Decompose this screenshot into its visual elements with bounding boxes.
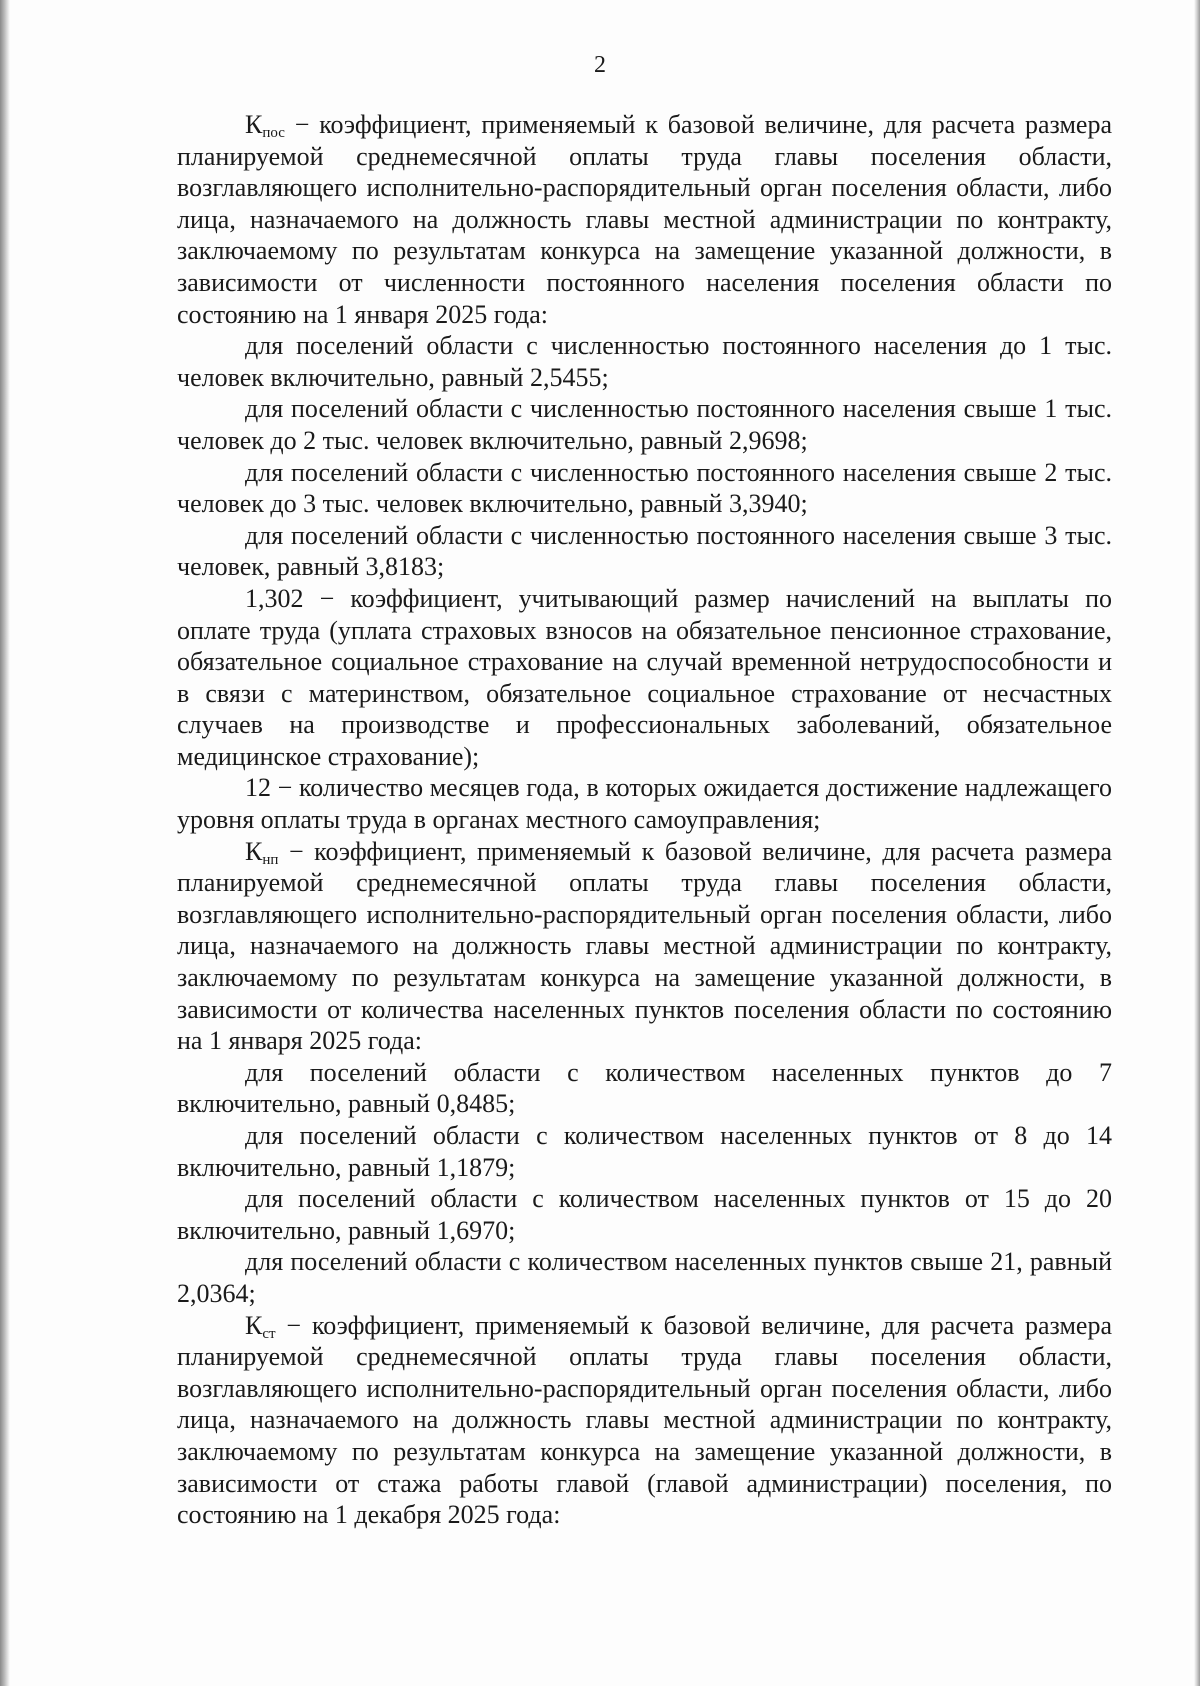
paragraph-text: − коэффициент, применяемый к базовой величине, для расчета размера планируемой среднемесячной оплаты труда главы поселения области, возглавляющего исполнительно-распорядительный орган поселения области, либо лица, назначаемого на должность главы местной администрации по контракту, заключаемому по результатам конкурса на замещение указанной должности, в зависимости от численности постоянного населения поселения области по состоянию на 1 января 2025 года:	[177, 110, 1112, 329]
page-number: 2	[594, 52, 606, 78]
paragraph-population-1: для поселений области с численностью постоянного населения до 1 тыс. человек включительно, равный 2,5455;	[177, 331, 1112, 392]
paragraph-settlements-3: для поселений области с количеством населенных пунктов от 15 до 20 включительно, равный 1,6970;	[177, 1184, 1112, 1245]
paragraph-k-np	[177, 836, 1112, 1057]
coefficient-subscript: пос	[262, 125, 285, 141]
paragraph-k-pos	[177, 109, 1112, 330]
paragraph-months: 12 − количество месяцев года, в которых ожидается достижение надлежащего уровня оплаты труда в органах местного самоуправления;	[177, 773, 1112, 835]
paragraph-settlements-2: для поселений области с количеством населенных пунктов от 8 до 14 включительно, равный 1,1879;	[177, 1121, 1112, 1182]
document-body	[177, 109, 1112, 1531]
scan-edge-left	[0, 0, 10, 1686]
paragraph-population-4: для поселений области с численностью постоянного населения свыше 3 тыс. человек, равный 3,8183;	[177, 520, 1112, 582]
paragraph-k-st	[177, 1310, 1112, 1531]
paragraph-settlements-4: для поселений области с количеством населенных пунктов свыше 21, равный 2,0364;	[177, 1247, 1112, 1308]
coefficient-subscript: ст	[262, 1325, 276, 1342]
coefficient-symbol: К	[245, 110, 263, 139]
coefficient-subscript: нп	[262, 851, 279, 868]
paragraph-accruals-coefficient: 1,302 − коэффициент, учитывающий размер начислений на выплаты по оплате труда (уплата страховых взносов на обязательное пенсионное страхование, обязательное социальное страхование на случай временной нетрудоспособности и в связи с материнством, обязательное социальное страхование от несчастных случаев на производстве и профессиональных заболеваний, обязательное медицинское страхование);	[177, 583, 1112, 771]
coefficient-symbol: К	[245, 836, 263, 866]
coefficient-symbol: К	[245, 1310, 263, 1340]
paragraph-population-2: для поселений области с численностью постоянного населения свыше 1 тыс. человек до 2 тыс. человек включительно, равный 2,9698;	[177, 394, 1112, 455]
scan-edge-right	[1194, 0, 1200, 1686]
paragraph-population-3: для поселений области с численностью постоянного населения свыше 2 тыс. человек до 3 тыс. человек включительно, равный 3,3940;	[177, 457, 1112, 519]
paragraph-text: − коэффициент, применяемый к базовой величине, для расчета размера планируемой среднемесячной оплаты труда главы поселения области, возглавляющего исполнительно-распорядительный орган поселения области, либо лица, назначаемого на должность главы местной администрации по контракту, заключаемому по результатам конкурса на замещение указанной должности, в зависимости от стажа работы главой (главой администрации) поселения, по состоянию на 1 декабря 2025 года:	[177, 1310, 1112, 1530]
paragraph-settlements-1: для поселений области с количеством населенных пунктов до 7 включительно, равный 0,8485;	[177, 1057, 1112, 1119]
paragraph-text: − коэффициент, применяемый к базовой величине, для расчета размера планируемой среднемесячной оплаты труда главы поселения области, возглавляющего исполнительно-распорядительный орган поселения области, либо лица, назначаемого на должность главы местной администрации по контракту, заключаемому по результатам конкурса на замещение указанной должности, в зависимости от количества населенных пунктов поселения области по состоянию на 1 января 2025 года:	[177, 836, 1112, 1056]
